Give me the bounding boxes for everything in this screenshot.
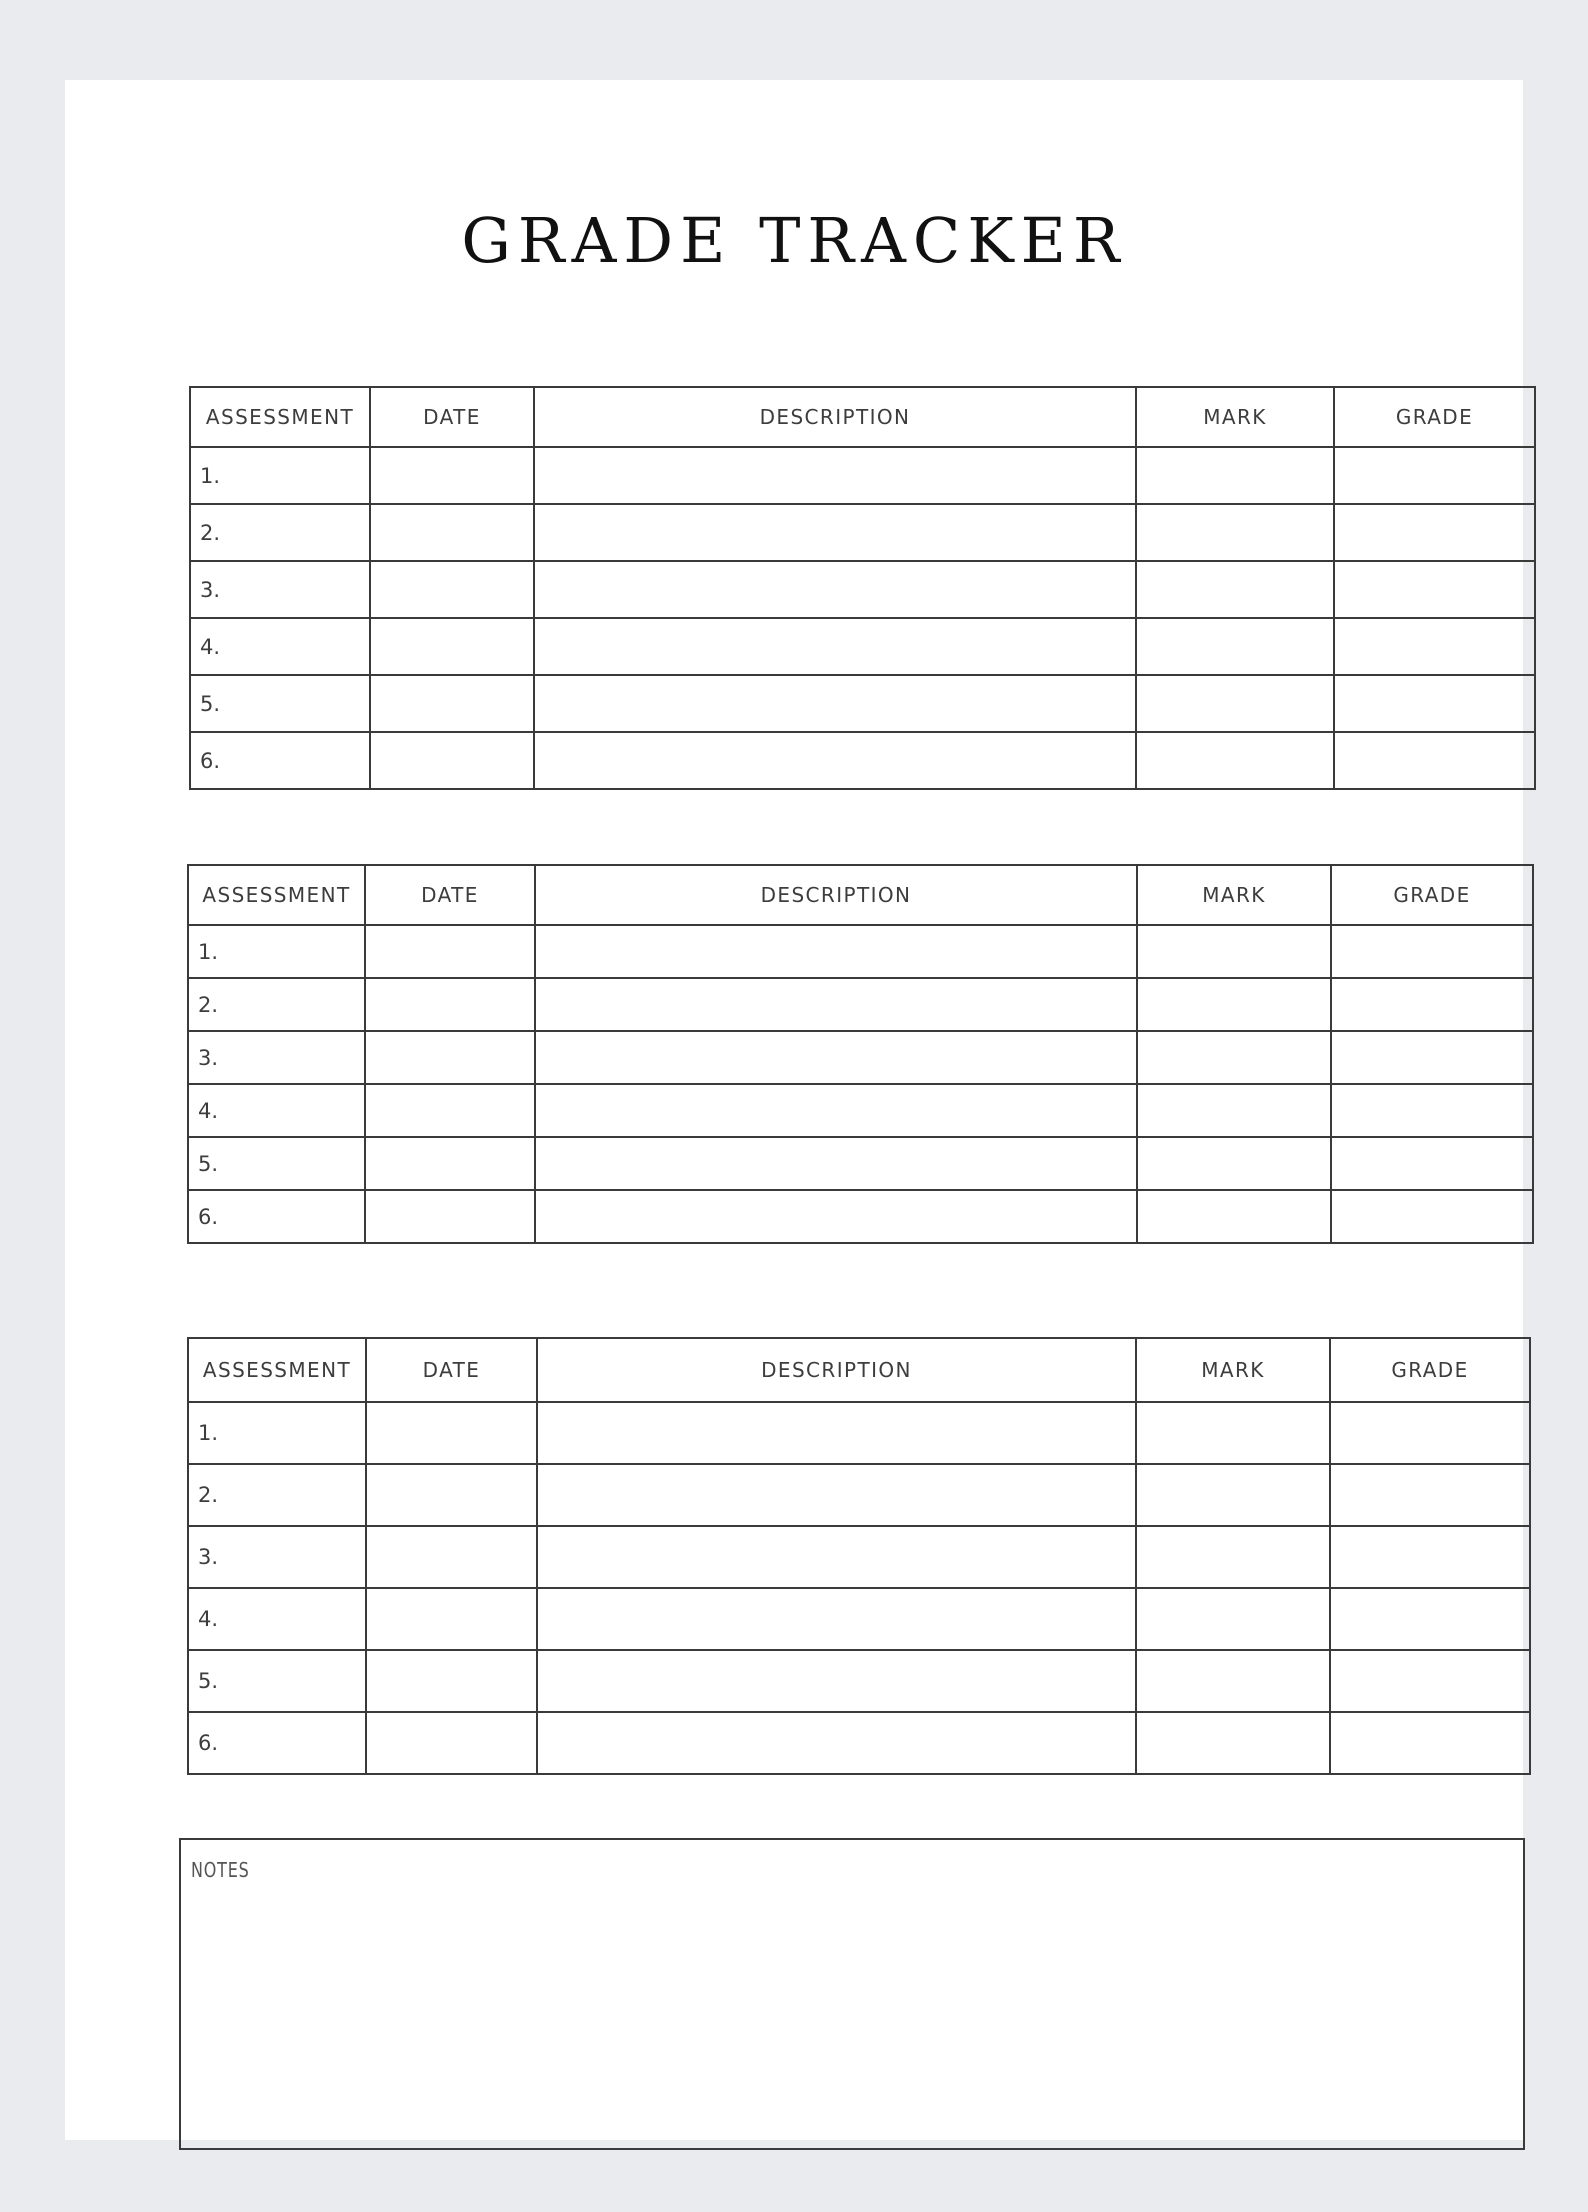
description-cell[interactable] — [535, 978, 1137, 1031]
date-cell[interactable] — [365, 978, 535, 1031]
table-row — [188, 1031, 1533, 1084]
description-cell[interactable] — [534, 618, 1136, 675]
grade-cell[interactable] — [1330, 1712, 1530, 1774]
table-row — [188, 1650, 1530, 1712]
description-cell[interactable] — [537, 1526, 1136, 1588]
grade-table-2 — [187, 864, 1534, 1244]
column-header-grade: GRADE — [1334, 387, 1535, 447]
grade-cell[interactable] — [1330, 1464, 1530, 1526]
date-cell[interactable] — [365, 925, 535, 978]
column-header-date: DATE — [366, 1338, 537, 1402]
column-header-assessment: ASSESSMENT — [190, 387, 370, 447]
table-row — [188, 1712, 1530, 1774]
column-header-assessment: ASSESSMENT — [188, 865, 365, 925]
mark-cell[interactable] — [1136, 447, 1334, 504]
description-cell[interactable] — [534, 561, 1136, 618]
date-cell[interactable] — [370, 561, 534, 618]
date-cell[interactable] — [366, 1402, 537, 1464]
table-row — [188, 978, 1533, 1031]
mark-cell[interactable] — [1137, 925, 1331, 978]
grade-cell[interactable] — [1331, 925, 1533, 978]
date-cell[interactable] — [366, 1588, 537, 1650]
description-cell[interactable] — [535, 1137, 1137, 1190]
table-row — [190, 447, 1535, 504]
description-cell[interactable] — [535, 1084, 1137, 1137]
grade-cell[interactable] — [1331, 978, 1533, 1031]
column-header-assessment: ASSESSMENT — [188, 1338, 366, 1402]
date-cell[interactable] — [366, 1712, 537, 1774]
mark-cell[interactable] — [1137, 1084, 1331, 1137]
grade-cell[interactable] — [1331, 1190, 1533, 1243]
mark-cell[interactable] — [1137, 978, 1331, 1031]
table-row — [190, 561, 1535, 618]
description-cell[interactable] — [537, 1464, 1136, 1526]
grade-cell[interactable] — [1334, 675, 1535, 732]
row-number: 6. — [190, 732, 370, 789]
description-cell[interactable] — [537, 1588, 1136, 1650]
row-number: 1. — [190, 447, 370, 504]
page-title: GRADE TRACKER — [461, 204, 1127, 277]
grade-table-1 — [189, 386, 1536, 790]
header-row — [188, 865, 1533, 925]
description-cell[interactable] — [534, 675, 1136, 732]
row-number: 4. — [190, 618, 370, 675]
grade-cell[interactable] — [1331, 1031, 1533, 1084]
table-row — [188, 1137, 1533, 1190]
row-number: 4. — [188, 1084, 365, 1137]
mark-cell[interactable] — [1136, 1402, 1330, 1464]
description-cell[interactable] — [535, 1190, 1137, 1243]
header-row — [188, 1338, 1530, 1402]
description-cell[interactable] — [537, 1712, 1136, 1774]
row-number: 5. — [188, 1137, 365, 1190]
grade-cell[interactable] — [1334, 732, 1535, 789]
mark-cell[interactable] — [1136, 1712, 1330, 1774]
table-row — [188, 1588, 1530, 1650]
mark-cell[interactable] — [1136, 1650, 1330, 1712]
column-header-date: DATE — [370, 387, 534, 447]
column-header-description: DESCRIPTION — [537, 1338, 1136, 1402]
table-row — [190, 504, 1535, 561]
description-cell[interactable] — [534, 447, 1136, 504]
date-cell[interactable] — [370, 504, 534, 561]
mark-cell[interactable] — [1136, 504, 1334, 561]
notes-label: NOTES — [191, 1858, 250, 1882]
row-number: 2. — [188, 1464, 366, 1526]
row-number: 1. — [188, 925, 365, 978]
description-cell[interactable] — [534, 504, 1136, 561]
grade-cell[interactable] — [1334, 447, 1535, 504]
grade-cell[interactable] — [1330, 1588, 1530, 1650]
column-header-description: DESCRIPTION — [535, 865, 1137, 925]
grade-cell[interactable] — [1330, 1650, 1530, 1712]
date-cell[interactable] — [365, 1190, 535, 1243]
date-cell[interactable] — [366, 1526, 537, 1588]
row-number: 6. — [188, 1712, 366, 1774]
mark-cell[interactable] — [1136, 1588, 1330, 1650]
date-cell[interactable] — [365, 1084, 535, 1137]
date-cell[interactable] — [366, 1464, 537, 1526]
row-number: 5. — [190, 675, 370, 732]
row-number: 3. — [190, 561, 370, 618]
grade-cell[interactable] — [1334, 618, 1535, 675]
mark-cell[interactable] — [1136, 1526, 1330, 1588]
row-number: 6. — [188, 1190, 365, 1243]
description-cell[interactable] — [534, 732, 1136, 789]
table-row — [188, 1084, 1533, 1137]
date-cell[interactable] — [370, 675, 534, 732]
table-row — [188, 1190, 1533, 1243]
mark-cell[interactable] — [1136, 561, 1334, 618]
mark-cell[interactable] — [1137, 1137, 1331, 1190]
row-number: 2. — [190, 504, 370, 561]
row-number: 5. — [188, 1650, 366, 1712]
row-number: 3. — [188, 1526, 366, 1588]
table-row — [190, 732, 1535, 789]
grade-cell[interactable] — [1331, 1084, 1533, 1137]
grade-cell[interactable] — [1330, 1402, 1530, 1464]
mark-cell[interactable] — [1137, 1031, 1331, 1084]
description-cell[interactable] — [537, 1402, 1136, 1464]
description-cell[interactable] — [537, 1650, 1136, 1712]
description-cell[interactable] — [535, 925, 1137, 978]
notes-box[interactable] — [179, 1838, 1525, 2150]
date-cell[interactable] — [365, 1031, 535, 1084]
description-cell[interactable] — [535, 1031, 1137, 1084]
table-row — [188, 1402, 1530, 1464]
table-row — [188, 1526, 1530, 1588]
table-row — [188, 925, 1533, 978]
column-header-mark: MARK — [1136, 387, 1334, 447]
date-cell[interactable] — [366, 1650, 537, 1712]
mark-cell[interactable] — [1136, 675, 1334, 732]
grade-cell[interactable] — [1334, 561, 1535, 618]
grade-cell[interactable] — [1331, 1137, 1533, 1190]
mark-cell[interactable] — [1136, 732, 1334, 789]
date-cell[interactable] — [370, 447, 534, 504]
column-header-grade: GRADE — [1331, 865, 1533, 925]
table-row — [190, 675, 1535, 732]
column-header-grade: GRADE — [1330, 1338, 1530, 1402]
table-row — [190, 618, 1535, 675]
planner-page — [65, 80, 1523, 2140]
grade-cell[interactable] — [1330, 1526, 1530, 1588]
grade-table-3 — [187, 1337, 1531, 1775]
column-header-description: DESCRIPTION — [534, 387, 1136, 447]
table-row — [188, 1464, 1530, 1526]
mark-cell[interactable] — [1137, 1190, 1331, 1243]
date-cell[interactable] — [370, 618, 534, 675]
mark-cell[interactable] — [1136, 1464, 1330, 1526]
column-header-mark: MARK — [1136, 1338, 1330, 1402]
header-row — [190, 387, 1535, 447]
row-number: 1. — [188, 1402, 366, 1464]
column-header-date: DATE — [365, 865, 535, 925]
date-cell[interactable] — [365, 1137, 535, 1190]
date-cell[interactable] — [370, 732, 534, 789]
row-number: 3. — [188, 1031, 365, 1084]
mark-cell[interactable] — [1136, 618, 1334, 675]
row-number: 2. — [188, 978, 365, 1031]
column-header-mark: MARK — [1137, 865, 1331, 925]
row-number: 4. — [188, 1588, 366, 1650]
grade-cell[interactable] — [1334, 504, 1535, 561]
